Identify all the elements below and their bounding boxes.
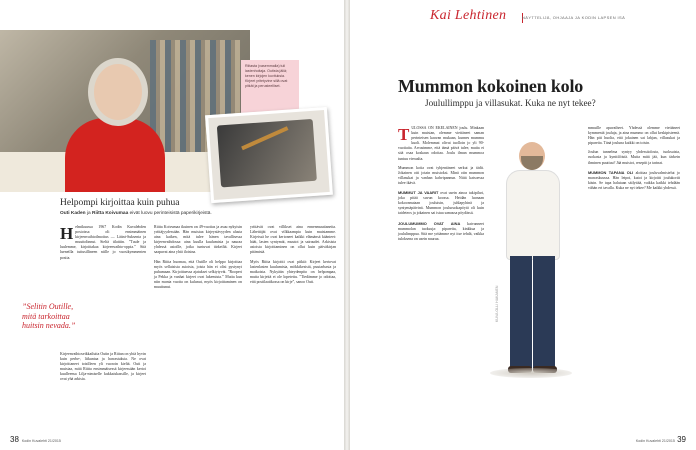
- right-col2-text-3: aloittaa jouluvalmistelut jo marraskuussa. Hän leipoi, kutoi ja kirjoitti joulukortit käsin. Se tapa halutaan säilyttää, vaikka kaikki tehdään vähän eri tavalla. Kuka ne nyt tekee? Me kaikki yhdessä.: [588, 170, 680, 190]
- right-folio: [633, 435, 686, 444]
- right-col1-text-3: ovat usein ainoa tukipilari, joka pitää suvun koossa. Heidän luonaan kokoonnutaan jouluisin, juhlapyhinä ja syntymäpäivinä. Mummon jouluruokapöytä oli kuin taideteos ja jokainen sai istua samassa pöydässä.: [398, 191, 484, 216]
- article-headline: Helpompi kirjoittaa kuin puhua: [60, 198, 180, 208]
- drop-cap: H: [60, 224, 74, 243]
- byline-rest: eivät luovu perinteisistä paperikirjeistä.: [129, 211, 212, 216]
- letter-writing-photo: [205, 107, 333, 203]
- page-number-right: 39: [677, 435, 686, 444]
- article-headline-right: Mummon kokoinen kolo: [398, 76, 584, 96]
- column-3-text: yrittävät ovat villikset aina ennenmuuttaneita. Lähettäjät ovat vilkkaampia kuin muistamme. Kirjeissä he ovat kertoneet kaikki elämänsä käänteet: häät, lasten syntymät, muutot ja sairaudet. Arkisista asioista kirjoittaminen on ollut kuin päiväkirjan pitämistä.: [250, 225, 336, 255]
- subhead-2: JOULUMUMMO OVAT AINA: [398, 220, 461, 226]
- column-3-text-2: Myös Riitta kirjoitti ovat pitkiä: Kirjeet kertovat lastenlasten kuulumisia, mökkikesistä, puutarhasta ja matkoista. Nykyään yhteydenpito on helpompaa, mutta kirjeitä ei ole lopetettu. ”Tiedämme jo odottaa, että postilaatikossa on kirje”, sanoo Outi.: [250, 259, 336, 284]
- right-col1-text-4: kaivanneet mummolan tuoksuja: pipareita, kinkkua ja joululimppua. Sitä me yritämme nyt itse tehdä, vaikka tuloksena on usein naurua.: [398, 221, 484, 241]
- byline-and: ja: [86, 211, 91, 216]
- left-column-1b: [60, 352, 146, 383]
- left-column-1: [60, 225, 146, 261]
- right-col2-text: mmuille apuvaiheet. Yhdessä olemme viettäneet kymmeniä jouluja, ja aina mummo on ollut keskipisteenä. Hän piti huolta, että jokainen sai lahjan, villasukat ja pipareita. Tänä jouluna kaikki on toisin.: [588, 126, 680, 146]
- left-column-2: [154, 225, 242, 290]
- folio-magazine: Kodin Kuvalehti 21/2015: [21, 439, 61, 443]
- portrait-shadow: [490, 368, 572, 378]
- left-column-3: [250, 225, 336, 285]
- column-2-text: Riitta Koivumaa ikuinen on 49-vuotias ja asuu nykyisin yrittäjyydessään. Hän muistaa kirjeystävyyden alusta aina kaiken, mitä tulee hänen tavallisessa kirjeenvaihdossa: aina kuulla kuulumisia ja nauraa yhdessä asioille, jotka tuntuvat tärkeiltä. Kirjeet saapuvat aina yhtä iloisina.: [154, 225, 242, 255]
- page-number: 38: [10, 435, 19, 444]
- drop-cap-right: T: [398, 125, 410, 144]
- photo-caption: Riitasta (vasemmalla) tuli lastenhoitaja. Outista jäliä; kenen kirjojen kuvituksia. Kirjeet yritetyvine sillä ovat pitkät ja perusteelliset.: [241, 60, 299, 118]
- article-byline: [60, 211, 212, 216]
- article-subheadline: Joulullimppu ja villasukat. Kuka ne nyt tekee?: [425, 98, 596, 108]
- byline-author: Outi Kaden: [60, 211, 86, 216]
- woman-at-desk-image: [60, 50, 170, 192]
- subhead-3: MUMMON TAPANA OLI: [588, 169, 634, 175]
- column-title: Kai Lehtinen: [430, 8, 507, 23]
- left-folio: [10, 435, 61, 444]
- left-page: [0, 0, 344, 450]
- right-col1-text-2: Mummon kotia ovat tyhjentäneet serkut ja tädit. Jokainen otti jotain muistoksi. Minä otin mummon villasukat ja vanhan kahvipannun. Niitä katsoessa tulee ikävä.: [398, 165, 484, 185]
- folio-magazine-right: Kodin Kuvalehti 21/2015: [635, 439, 675, 443]
- pull-quote: ”Selitin Outille, mitä tarkoittaa huitsin nevada.”: [22, 302, 76, 330]
- right-page: [350, 0, 696, 450]
- right-column-1: [398, 126, 484, 242]
- column-subtitle: NÄYTTELIJÄ, OHJAAJA JA KODIN LAPSEN ISÄ: [522, 15, 626, 20]
- column-1-text-2: Kirjeenvaihtoseikkailuita Outin ja Riitan on yhtä hyvin kuin perhe-, liikuntaa ja harrastuksia. Ne ovat kirjoittaneet toisilleen yli vuoroin kieltä. Outi ja muistaa, mitä Riitta ensimmäisessä kirjeessään kertoi kuulleensa Lilja-nimiselle kukkaiskassille, ja kirjeet ovat yhä arkisia.: [60, 352, 146, 382]
- right-col2-text-2: Joulun tunnelma syntyy yhdessäolosta, tuoksuista, ruokasta ja kynttilöistä. Mutta mitä jää, kun tärkein ihminen puuttuu? Jää muistot, reseptit ja tarinat.: [588, 150, 680, 165]
- photo-credit: KUVA OLLI HAKANEN: [495, 285, 499, 322]
- column-2-text-2: Hän Riitta huomaa, että Outille oli helppo kirjoittaa myös sellaisista asioista, joista hän ei olisi pystynyt puhumaan. Kirjoittaessa ajatukset selkiytyvät. ”Rooperi ja Pekka ja vanhat kirjeet ovat lukemista.” Mutta kun niin monta vuotta on kulunut, myös kirjoittaminen on muuttunut.: [154, 259, 242, 290]
- byline-photographer: Riitta Koivumaa: [92, 211, 129, 216]
- subhead-1: MUMMUT JA VAARIT: [398, 190, 439, 196]
- right-column-2: [588, 126, 680, 191]
- column-1-text: elmikuussa 1967 Kodin Kuvalehden postoissa oli ensimmäinen kirjeenvaihtoilmoitus — Lääni-Suksenta ja muuttolinnut. Sieltä tilattiin. ”Tuule ja luulemme, kirjoittakaa kirjeenvaihto-oppia.” Sitä lueneilla tuttusillineen niille jo vuosikymmenten postia.: [60, 225, 146, 260]
- right-col1-text: ULOSSA ON EKELAINEN joulu. Minkaan kuin muistan, olemme viettäneet saman perinteisen kaavan mukaan, kunnes mummu kuoli. Molemmat olivat tuolloin jo yli 90-vuotiaita. Arvasimme, että tämä päivä tulee, mutta ei sitä osaa koskaan odottaa. Joulu ilman mummoa tuntuu vieraalta.: [398, 126, 484, 161]
